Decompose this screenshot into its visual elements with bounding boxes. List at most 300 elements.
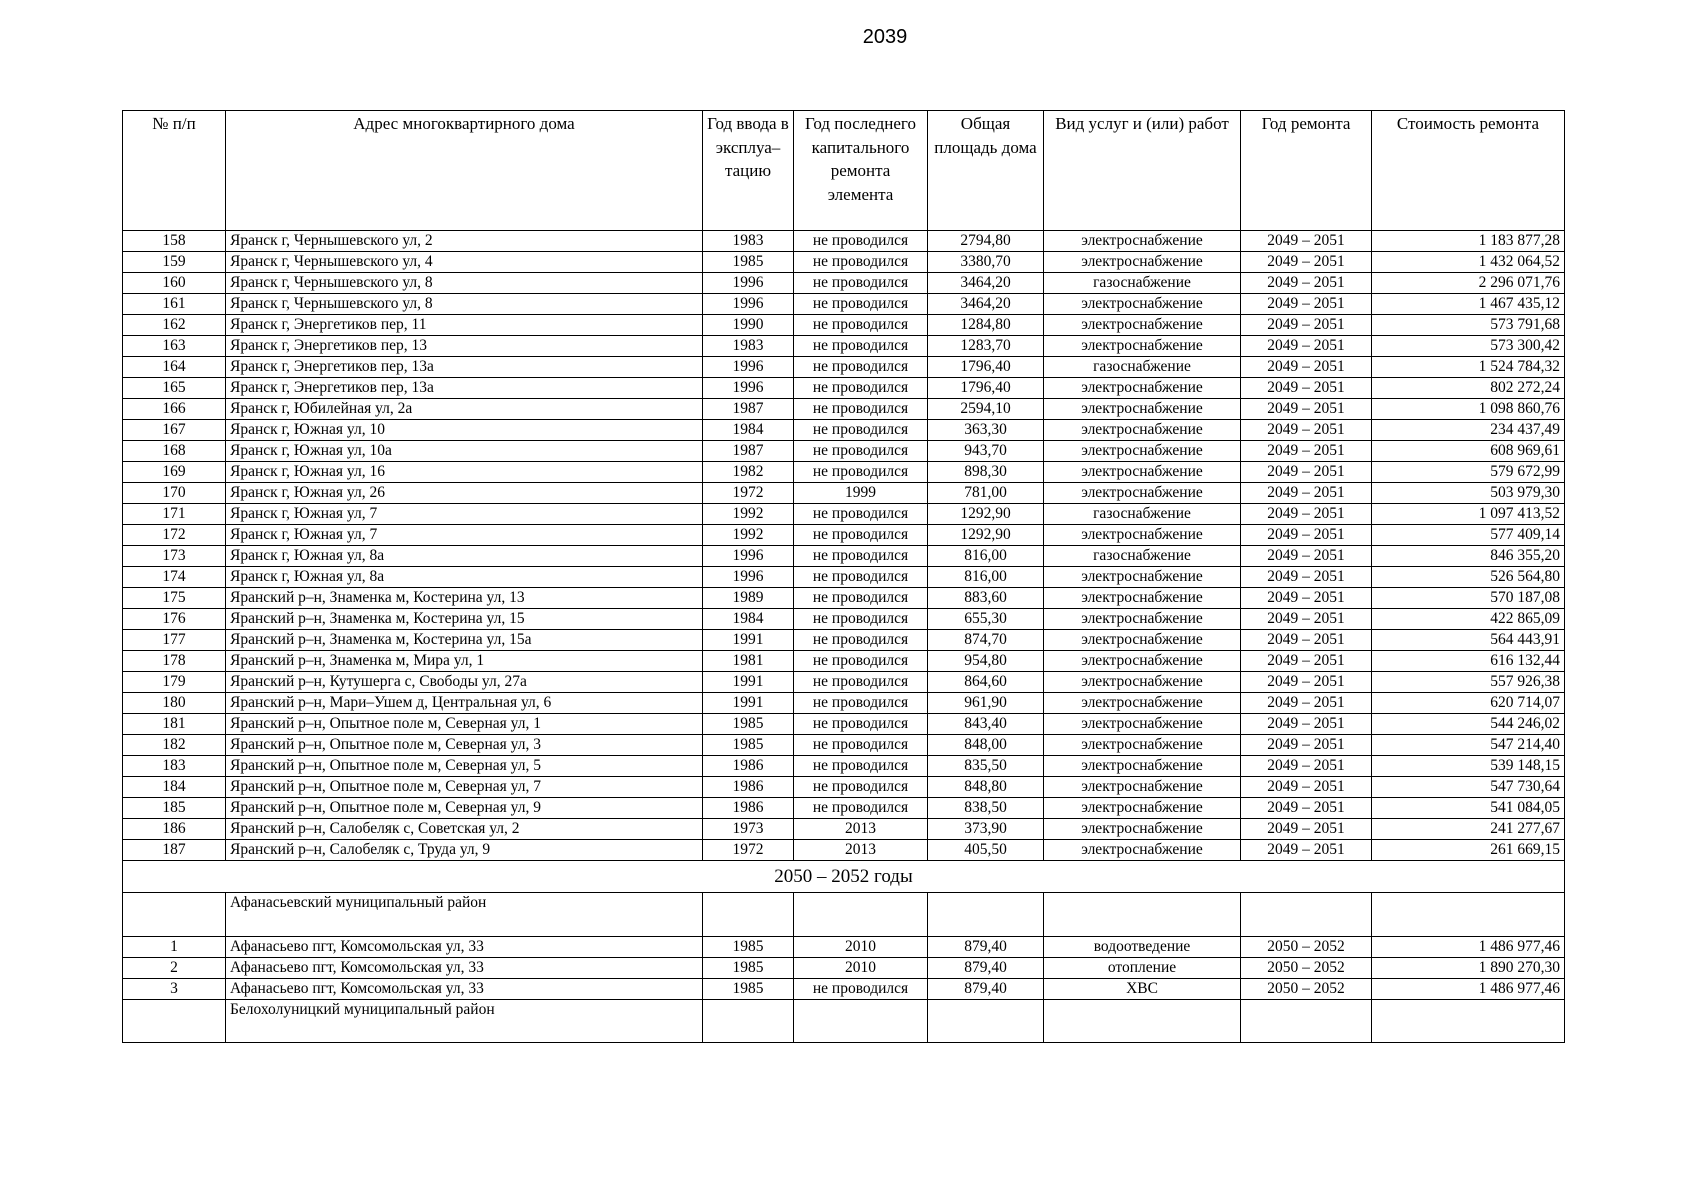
- cell-cost: 564 443,91: [1372, 630, 1565, 651]
- table-row: [123, 273, 1565, 294]
- cell-year-built: 1992: [703, 504, 794, 525]
- cell-last-repair: не проводился: [794, 777, 928, 798]
- cell-last-repair: не проводился: [794, 462, 928, 483]
- cell-service-type: электроснабжение: [1044, 714, 1241, 735]
- cell-year-built: 1996: [703, 273, 794, 294]
- cell-address: Яранский р–н, Знаменка м, Мира ул, 1: [226, 651, 703, 672]
- cell-last-repair: не проводился: [794, 714, 928, 735]
- table-row: [123, 979, 1565, 1000]
- cell-last-repair: не проводился: [794, 273, 928, 294]
- table-row: [123, 336, 1565, 357]
- cell-number: 158: [123, 231, 226, 252]
- cell-last-repair: не проводился: [794, 315, 928, 336]
- cell-service-type: ХВС: [1044, 979, 1241, 1000]
- table-row: [123, 399, 1565, 420]
- cell-cost: 577 409,14: [1372, 525, 1565, 546]
- cell-address: Яранск г, Южная ул, 16: [226, 462, 703, 483]
- cell-last-repair: 2010: [794, 958, 928, 979]
- cell-year-built: 1983: [703, 336, 794, 357]
- cell-area: 943,70: [928, 441, 1044, 462]
- cell-number: 180: [123, 693, 226, 714]
- cell-year-built: 1989: [703, 588, 794, 609]
- cell-year-built: 1985: [703, 735, 794, 756]
- cell-year-built: 1984: [703, 420, 794, 441]
- cell-cost: 503 979,30: [1372, 483, 1565, 504]
- cell-cost: 1 097 413,52: [1372, 504, 1565, 525]
- district-row: [123, 893, 1565, 937]
- cell-area: 879,40: [928, 958, 1044, 979]
- cell-repair-year: 2049 – 2051: [1241, 504, 1372, 525]
- cell-repair-year: 2049 – 2051: [1241, 441, 1372, 462]
- cell-area: 3464,20: [928, 273, 1044, 294]
- cell-cost: 573 791,68: [1372, 315, 1565, 336]
- cell-address: Яранский р–н, Салобеляк с, Труда ул, 9: [226, 840, 703, 861]
- table-row: [123, 525, 1565, 546]
- cell-repair-year: 2049 – 2051: [1241, 294, 1372, 315]
- table-row: [123, 315, 1565, 336]
- cell-last-repair: не проводился: [794, 630, 928, 651]
- cell-cost: 616 132,44: [1372, 651, 1565, 672]
- cell-service-type: электроснабжение: [1044, 483, 1241, 504]
- cell-address: Афанасьево пгт, Комсомольская ул, 33: [226, 958, 703, 979]
- cell-repair-year: 2049 – 2051: [1241, 378, 1372, 399]
- section-row: [123, 861, 1565, 893]
- cell-address: Яранск г, Энергетиков пер, 13а: [226, 378, 703, 399]
- table-row: [123, 420, 1565, 441]
- cell-year-built: 1991: [703, 630, 794, 651]
- cell-cost: 1 183 877,28: [1372, 231, 1565, 252]
- table-row: [123, 588, 1565, 609]
- cell-address: Яранский р–н, Знаменка м, Костерина ул, 15: [226, 609, 703, 630]
- cell-service-type: электроснабжение: [1044, 420, 1241, 441]
- cell-cost: 846 355,20: [1372, 546, 1565, 567]
- cell-last-repair: не проводился: [794, 756, 928, 777]
- cell-repair-year: 2049 – 2051: [1241, 483, 1372, 504]
- cell-address: Яранский р–н, Опытное поле м, Северная ул, 7: [226, 777, 703, 798]
- cell-service-type: электроснабжение: [1044, 399, 1241, 420]
- cell-last-repair: не проводился: [794, 735, 928, 756]
- cell-year-built: 1991: [703, 672, 794, 693]
- cell-cost: 570 187,08: [1372, 588, 1565, 609]
- cell-cost: 544 246,02: [1372, 714, 1565, 735]
- cell-cost: 547 214,40: [1372, 735, 1565, 756]
- col-header-cost: Стоимость ремонта: [1372, 111, 1565, 231]
- cell-year-built: 1981: [703, 651, 794, 672]
- cell-number: 176: [123, 609, 226, 630]
- cell-last-repair: не проводился: [794, 979, 928, 1000]
- cell-number: 170: [123, 483, 226, 504]
- cell-year-built: 1986: [703, 777, 794, 798]
- table-row: [123, 937, 1565, 958]
- table-row: [123, 840, 1565, 861]
- cell-address: Яранск г, Чернышевского ул, 4: [226, 252, 703, 273]
- cell-number: 171: [123, 504, 226, 525]
- district-row: [123, 1000, 1565, 1043]
- cell-address: Яранский р–н, Опытное поле м, Северная ул, 9: [226, 798, 703, 819]
- cell-service-type: водоотведение: [1044, 937, 1241, 958]
- cell-address: Яранск г, Южная ул, 7: [226, 525, 703, 546]
- cell-area: 816,00: [928, 546, 1044, 567]
- cell-area: 363,30: [928, 420, 1044, 441]
- table-row: [123, 231, 1565, 252]
- cell-last-repair: не проводился: [794, 651, 928, 672]
- cell-cost: 241 277,67: [1372, 819, 1565, 840]
- cell-service-type: электроснабжение: [1044, 231, 1241, 252]
- cell-service-type: электроснабжение: [1044, 756, 1241, 777]
- cell-last-repair: не проводился: [794, 546, 928, 567]
- cell-year-built: 1983: [703, 231, 794, 252]
- table-row: [123, 735, 1565, 756]
- col-header-last-repair: Год последнего капитального ремонта элемента: [794, 111, 928, 231]
- cell-service-type: электроснабжение: [1044, 840, 1241, 861]
- cell-repair-year: 2049 – 2051: [1241, 336, 1372, 357]
- table-row: [123, 441, 1565, 462]
- cell-last-repair: не проводился: [794, 672, 928, 693]
- cell-service-type: электроснабжение: [1044, 441, 1241, 462]
- cell-area: 879,40: [928, 979, 1044, 1000]
- cell-number: 161: [123, 294, 226, 315]
- cell-number: 177: [123, 630, 226, 651]
- cell-area: 961,90: [928, 693, 1044, 714]
- cell-service-type: электроснабжение: [1044, 525, 1241, 546]
- cell-number: 2: [123, 958, 226, 979]
- cell-year-built: 1996: [703, 546, 794, 567]
- district-name: Афанасьевский муниципальный район: [226, 893, 703, 937]
- page-number: 2039: [862, 26, 908, 48]
- cell-repair-year: 2049 – 2051: [1241, 714, 1372, 735]
- cell-service-type: электроснабжение: [1044, 315, 1241, 336]
- cell-last-repair: не проводился: [794, 588, 928, 609]
- cell-area: 879,40: [928, 937, 1044, 958]
- table-row: [123, 819, 1565, 840]
- cell-year-built: 1987: [703, 399, 794, 420]
- table-row: [123, 651, 1565, 672]
- cell-address: Яранск г, Южная ул, 8а: [226, 567, 703, 588]
- cell-area: 2594,10: [928, 399, 1044, 420]
- cell-year-built: 1985: [703, 937, 794, 958]
- cell-repair-year: 2049 – 2051: [1241, 567, 1372, 588]
- table-row: [123, 504, 1565, 525]
- cell-area: 1292,90: [928, 504, 1044, 525]
- cell-repair-year: 2049 – 2051: [1241, 273, 1372, 294]
- cell-cost: 2 296 071,76: [1372, 273, 1565, 294]
- cell-last-repair: не проводился: [794, 399, 928, 420]
- cell-last-repair: 2013: [794, 819, 928, 840]
- cell-address: Яранский р–н, Опытное поле м, Северная ул, 3: [226, 735, 703, 756]
- cell-area: 1292,90: [928, 525, 1044, 546]
- cell-last-repair: не проводился: [794, 378, 928, 399]
- cell-cost: 422 865,09: [1372, 609, 1565, 630]
- col-header-area: Общая площадь дома: [928, 111, 1044, 231]
- cell-cost: 539 148,15: [1372, 756, 1565, 777]
- cell-service-type: электроснабжение: [1044, 609, 1241, 630]
- col-header-service-type: Вид услуг и (или) работ: [1044, 111, 1241, 231]
- cell-cost: 261 669,15: [1372, 840, 1565, 861]
- cell-service-type: электроснабжение: [1044, 777, 1241, 798]
- cell-service-type: электроснабжение: [1044, 735, 1241, 756]
- cell-service-type: электроснабжение: [1044, 630, 1241, 651]
- cell-address: Яранский р–н, Знаменка м, Костерина ул, 13: [226, 588, 703, 609]
- cell-address: Афанасьево пгт, Комсомольская ул, 33: [226, 937, 703, 958]
- cell-year-built: 1996: [703, 567, 794, 588]
- cell-number: 187: [123, 840, 226, 861]
- cell-last-repair: не проводился: [794, 420, 928, 441]
- cell-number: 165: [123, 378, 226, 399]
- cell-year-built: 1990: [703, 315, 794, 336]
- cell-address: Яранск г, Южная ул, 8а: [226, 546, 703, 567]
- cell-service-type: электроснабжение: [1044, 651, 1241, 672]
- cell-repair-year: 2049 – 2051: [1241, 756, 1372, 777]
- table-row: [123, 609, 1565, 630]
- cell-service-type: отопление: [1044, 958, 1241, 979]
- cell-number: 159: [123, 252, 226, 273]
- table-row: [123, 357, 1565, 378]
- table-row: [123, 483, 1565, 504]
- cell-repair-year: 2049 – 2051: [1241, 693, 1372, 714]
- cell-address: Яранск г, Южная ул, 26: [226, 483, 703, 504]
- cell-area: 848,00: [928, 735, 1044, 756]
- cell-area: 3464,20: [928, 294, 1044, 315]
- table-row: [123, 714, 1565, 735]
- cell-address: Яранск г, Юбилейная ул, 2а: [226, 399, 703, 420]
- cell-address: Яранский р–н, Знаменка м, Костерина ул, 15а: [226, 630, 703, 651]
- cell-address: Яранск г, Энергетиков пер, 13а: [226, 357, 703, 378]
- cell-number: 164: [123, 357, 226, 378]
- cell-service-type: электроснабжение: [1044, 693, 1241, 714]
- cell-number: 162: [123, 315, 226, 336]
- cell-year-built: 1987: [703, 441, 794, 462]
- col-header-address: Адрес многоквартирного дома: [226, 111, 703, 231]
- cell-number: 168: [123, 441, 226, 462]
- cell-area: 1796,40: [928, 378, 1044, 399]
- cell-number: 173: [123, 546, 226, 567]
- cell-last-repair: не проводился: [794, 504, 928, 525]
- table-row: [123, 546, 1565, 567]
- cell-repair-year: 2049 – 2051: [1241, 525, 1372, 546]
- cell-cost: 1 098 860,76: [1372, 399, 1565, 420]
- cell-cost: 1 467 435,12: [1372, 294, 1565, 315]
- cell-address: Яранск г, Южная ул, 10а: [226, 441, 703, 462]
- district-name: Белохолуницкий муниципальный район: [226, 1000, 703, 1043]
- cell-year-built: 1972: [703, 483, 794, 504]
- cell-area: 848,80: [928, 777, 1044, 798]
- cell-cost: 526 564,80: [1372, 567, 1565, 588]
- cell-address: Яранский р–н, Кутушерга с, Свободы ул, 27а: [226, 672, 703, 693]
- cell-number: 174: [123, 567, 226, 588]
- cell-cost: 557 926,38: [1372, 672, 1565, 693]
- cell-cost: 1 486 977,46: [1372, 937, 1565, 958]
- cell-repair-year: 2049 – 2051: [1241, 588, 1372, 609]
- col-header-number: № п/п: [123, 111, 226, 231]
- cell-year-built: 1996: [703, 357, 794, 378]
- cell-area: 954,80: [928, 651, 1044, 672]
- cell-repair-year: 2049 – 2051: [1241, 231, 1372, 252]
- cell-number: 181: [123, 714, 226, 735]
- cell-repair-year: 2049 – 2051: [1241, 462, 1372, 483]
- cell-service-type: электроснабжение: [1044, 462, 1241, 483]
- cell-repair-year: 2049 – 2051: [1241, 840, 1372, 861]
- cell-address: Яранский р–н, Салобеляк с, Советская ул, 2: [226, 819, 703, 840]
- repair-schedule-table: [122, 110, 1565, 1043]
- cell-year-built: 1996: [703, 378, 794, 399]
- cell-number: 186: [123, 819, 226, 840]
- cell-address: Яранск г, Энергетиков пер, 11: [226, 315, 703, 336]
- cell-service-type: электроснабжение: [1044, 819, 1241, 840]
- cell-cost: 802 272,24: [1372, 378, 1565, 399]
- cell-area: 835,50: [928, 756, 1044, 777]
- cell-area: 405,50: [928, 840, 1044, 861]
- cell-address: Яранск г, Чернышевского ул, 8: [226, 273, 703, 294]
- cell-address: Яранский р–н, Мари–Ушем д, Центральная ул, 6: [226, 693, 703, 714]
- cell-year-built: 1973: [703, 819, 794, 840]
- cell-number: 160: [123, 273, 226, 294]
- cell-year-built: 1991: [703, 693, 794, 714]
- cell-address: Афанасьево пгт, Комсомольская ул, 33: [226, 979, 703, 1000]
- cell-area: 3380,70: [928, 252, 1044, 273]
- cell-repair-year: 2049 – 2051: [1241, 777, 1372, 798]
- cell-year-built: 1985: [703, 252, 794, 273]
- cell-repair-year: 2049 – 2051: [1241, 630, 1372, 651]
- cell-year-built: 1996: [703, 294, 794, 315]
- cell-last-repair: 2013: [794, 840, 928, 861]
- cell-service-type: электроснабжение: [1044, 672, 1241, 693]
- cell-service-type: электроснабжение: [1044, 378, 1241, 399]
- cell-area: 864,60: [928, 672, 1044, 693]
- cell-year-built: 1982: [703, 462, 794, 483]
- table-row: [123, 798, 1565, 819]
- cell-year-built: 1984: [703, 609, 794, 630]
- cell-area: 655,30: [928, 609, 1044, 630]
- table-row: [123, 693, 1565, 714]
- cell-repair-year: 2049 – 2051: [1241, 672, 1372, 693]
- cell-cost: 1 890 270,30: [1372, 958, 1565, 979]
- table-row: [123, 958, 1565, 979]
- cell-number: 179: [123, 672, 226, 693]
- cell-service-type: электроснабжение: [1044, 336, 1241, 357]
- cell-number: 184: [123, 777, 226, 798]
- table-row: [123, 777, 1565, 798]
- table-row: [123, 378, 1565, 399]
- cell-number: 166: [123, 399, 226, 420]
- cell-service-type: газоснабжение: [1044, 546, 1241, 567]
- cell-repair-year: 2049 – 2051: [1241, 315, 1372, 336]
- cell-year-built: 1985: [703, 714, 794, 735]
- cell-area: 2794,80: [928, 231, 1044, 252]
- cell-year-built: 1985: [703, 958, 794, 979]
- cell-address: Яранский р–н, Опытное поле м, Северная ул, 5: [226, 756, 703, 777]
- cell-address: Яранский р–н, Опытное поле м, Северная ул, 1: [226, 714, 703, 735]
- cell-number: 183: [123, 756, 226, 777]
- cell-area: 1283,70: [928, 336, 1044, 357]
- cell-address: Яранск г, Южная ул, 10: [226, 420, 703, 441]
- cell-cost: 608 969,61: [1372, 441, 1565, 462]
- cell-year-built: 1985: [703, 979, 794, 1000]
- table-row: [123, 462, 1565, 483]
- cell-repair-year: 2049 – 2051: [1241, 420, 1372, 441]
- cell-repair-year: 2049 – 2051: [1241, 798, 1372, 819]
- cell-number: 175: [123, 588, 226, 609]
- cell-service-type: электроснабжение: [1044, 252, 1241, 273]
- cell-repair-year: 2049 – 2051: [1241, 651, 1372, 672]
- cell-service-type: газоснабжение: [1044, 273, 1241, 294]
- cell-year-built: 1986: [703, 756, 794, 777]
- cell-number: 185: [123, 798, 226, 819]
- cell-repair-year: 2049 – 2051: [1241, 609, 1372, 630]
- cell-area: 898,30: [928, 462, 1044, 483]
- table-row: [123, 252, 1565, 273]
- cell-last-repair: не проводился: [794, 567, 928, 588]
- cell-number: 167: [123, 420, 226, 441]
- cell-last-repair: не проводился: [794, 336, 928, 357]
- cell-last-repair: не проводился: [794, 693, 928, 714]
- cell-service-type: газоснабжение: [1044, 504, 1241, 525]
- cell-area: 874,70: [928, 630, 1044, 651]
- cell-repair-year: 2049 – 2051: [1241, 357, 1372, 378]
- cell-last-repair: не проводился: [794, 609, 928, 630]
- cell-last-repair: 2010: [794, 937, 928, 958]
- col-header-year-built: Год ввода в эксплуа–тацию: [703, 111, 794, 231]
- cell-repair-year: 2050 – 2052: [1241, 979, 1372, 1000]
- cell-repair-year: 2049 – 2051: [1241, 252, 1372, 273]
- cell-area: 1796,40: [928, 357, 1044, 378]
- cell-area: 1284,80: [928, 315, 1044, 336]
- section-title: 2050 – 2052 годы: [123, 861, 1565, 893]
- cell-area: 781,00: [928, 483, 1044, 504]
- cell-number: 169: [123, 462, 226, 483]
- col-header-repair-year: Год ремонта: [1241, 111, 1372, 231]
- cell-repair-year: 2049 – 2051: [1241, 819, 1372, 840]
- cell-last-repair: не проводился: [794, 798, 928, 819]
- table-row: [123, 294, 1565, 315]
- table-header-row: [123, 111, 1565, 231]
- cell-cost: 1 432 064,52: [1372, 252, 1565, 273]
- cell-repair-year: 2050 – 2052: [1241, 958, 1372, 979]
- table-row: [123, 567, 1565, 588]
- cell-address: Яранск г, Энергетиков пер, 13: [226, 336, 703, 357]
- cell-year-built: 1992: [703, 525, 794, 546]
- cell-number: 1: [123, 937, 226, 958]
- cell-address: Яранск г, Чернышевского ул, 2: [226, 231, 703, 252]
- cell-service-type: электроснабжение: [1044, 798, 1241, 819]
- cell-number: 163: [123, 336, 226, 357]
- cell-number: 178: [123, 651, 226, 672]
- cell-service-type: электроснабжение: [1044, 567, 1241, 588]
- cell-cost: 1 486 977,46: [1372, 979, 1565, 1000]
- cell-last-repair: не проводился: [794, 252, 928, 273]
- cell-area: 843,40: [928, 714, 1044, 735]
- cell-cost: 620 714,07: [1372, 693, 1565, 714]
- cell-last-repair: 1999: [794, 483, 928, 504]
- cell-cost: 579 672,99: [1372, 462, 1565, 483]
- cell-service-type: газоснабжение: [1044, 357, 1241, 378]
- cell-address: Яранск г, Чернышевского ул, 8: [226, 294, 703, 315]
- table-row: [123, 630, 1565, 651]
- cell-area: 816,00: [928, 567, 1044, 588]
- cell-service-type: электроснабжение: [1044, 588, 1241, 609]
- table-row: [123, 756, 1565, 777]
- cell-cost: 1 524 784,32: [1372, 357, 1565, 378]
- cell-last-repair: не проводился: [794, 231, 928, 252]
- cell-cost: 541 084,05: [1372, 798, 1565, 819]
- cell-last-repair: не проводился: [794, 525, 928, 546]
- cell-year-built: 1986: [703, 798, 794, 819]
- cell-area: 838,50: [928, 798, 1044, 819]
- cell-repair-year: 2049 – 2051: [1241, 399, 1372, 420]
- cell-last-repair: не проводился: [794, 294, 928, 315]
- cell-year-built: 1972: [703, 840, 794, 861]
- cell-last-repair: не проводился: [794, 441, 928, 462]
- cell-repair-year: 2049 – 2051: [1241, 546, 1372, 567]
